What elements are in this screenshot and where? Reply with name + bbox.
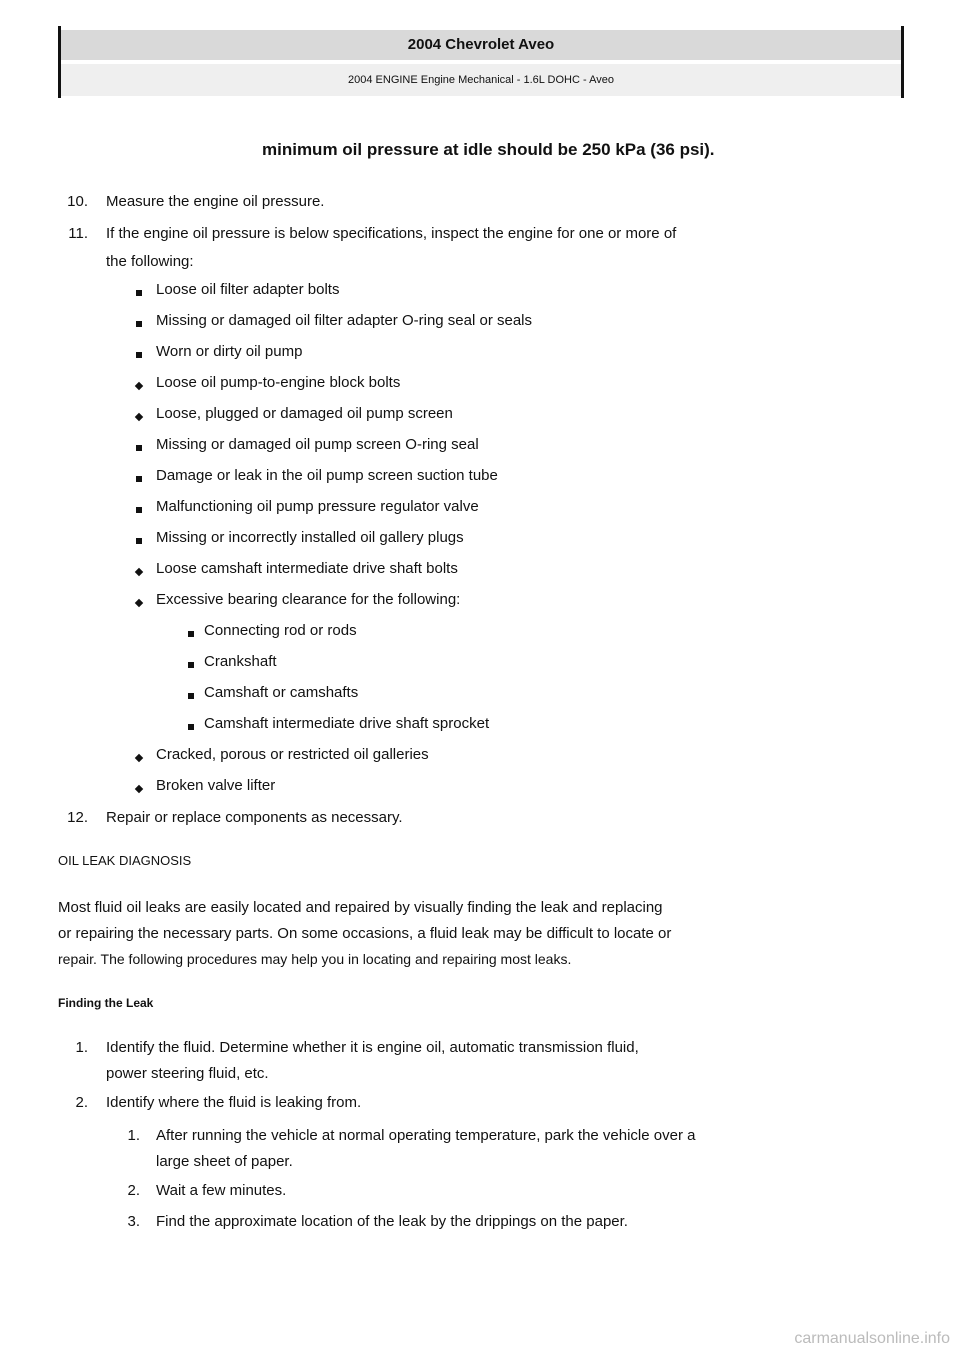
list-item: Worn or dirty oil pump	[156, 343, 303, 360]
list-item: Missing or incorrectly installed oil gallery plugs	[156, 529, 464, 546]
list-item: Loose oil pump-to-engine block bolts	[156, 374, 401, 391]
step-number: 1.	[127, 1127, 140, 1144]
header-subtitle: 2004 ENGINE Engine Mechanical - 1.6L DOHC - Aveo	[61, 64, 901, 96]
bullet-square-icon	[136, 321, 142, 327]
bullet-square-icon	[136, 352, 142, 358]
bullet-square-icon	[136, 507, 142, 513]
list-item: Excessive bearing clearance for the following:	[156, 591, 461, 608]
paragraph-line: or repairing the necessary parts. On some occasions, a fluid leak may be difficult to locate or	[58, 925, 672, 942]
bullet-diamond-icon	[135, 599, 143, 607]
step-text: Measure the engine oil pressure.	[106, 193, 325, 210]
page-header	[58, 26, 904, 98]
bullet-diamond-icon	[135, 413, 143, 421]
sub-list-item: Camshaft intermediate drive shaft sprocket	[204, 715, 490, 732]
list-item: Loose, plugged or damaged oil pump screen	[156, 405, 453, 422]
bullet-square-icon	[188, 693, 194, 699]
step-text: Repair or replace components as necessary.	[106, 809, 403, 826]
subheading: Finding the Leak	[58, 996, 154, 1010]
bullet-square-icon	[136, 538, 142, 544]
step-text-cont: the following:	[106, 253, 194, 270]
bullet-diamond-icon	[135, 568, 143, 576]
paragraph-line: repair. The following procedures may help you in locating and repairing most leaks.	[58, 951, 572, 967]
step-text: Identify the fluid. Determine whether it is engine oil, automatic transmission fluid,	[106, 1039, 639, 1056]
bullet-diamond-icon	[135, 754, 143, 762]
watermark: carmanualsonline.info	[794, 1330, 950, 1347]
section-heading: OIL LEAK DIAGNOSIS	[58, 853, 192, 868]
list-item: Damage or leak in the oil pump screen suction tube	[156, 467, 498, 484]
bullet-square-icon	[136, 476, 142, 482]
bullet-square-icon	[136, 445, 142, 451]
list-item: Cracked, porous or restricted oil galleries	[156, 746, 429, 763]
step-number: 11.	[68, 225, 88, 242]
list-item: Loose camshaft intermediate drive shaft bolts	[156, 560, 458, 577]
sub-list-item: Connecting rod or rods	[204, 622, 357, 639]
bullet-square-icon	[136, 290, 142, 296]
step-text: If the engine oil pressure is below specifications, inspect the engine for one or more of	[106, 225, 677, 242]
bullet-square-icon	[188, 724, 194, 730]
paragraph-line: Most fluid oil leaks are easily located and repaired by visually finding the leak and replacing	[58, 899, 663, 916]
step-number: 12.	[67, 809, 88, 826]
step-text: Wait a few minutes.	[156, 1182, 287, 1199]
step-number: 3.	[127, 1213, 140, 1230]
header-right-border	[901, 26, 904, 98]
step-number: 2.	[127, 1182, 140, 1199]
step-text: Identify where the fluid is leaking from.	[106, 1094, 362, 1111]
step-text-cont: large sheet of paper.	[156, 1153, 293, 1170]
list-item: Missing or damaged oil filter adapter O-ring seal or seals	[156, 312, 533, 329]
step-text: After running the vehicle at normal operating temperature, park the vehicle over a	[156, 1127, 696, 1144]
bullet-square-icon	[188, 662, 194, 668]
spec-line: minimum oil pressure at idle should be 250 kPa (36 psi).	[262, 140, 715, 159]
list-item: Broken valve lifter	[156, 777, 276, 794]
step-text: Find the approximate location of the leak by the drippings on the paper.	[156, 1213, 628, 1230]
step-number: 2.	[75, 1094, 88, 1111]
step-number: 10.	[67, 193, 88, 210]
step-text-cont: power steering fluid, etc.	[106, 1065, 269, 1082]
list-item: Missing or damaged oil pump screen O-ring seal	[156, 436, 479, 453]
list-item: Malfunctioning oil pump pressure regulator valve	[156, 498, 479, 515]
step-number: 1.	[75, 1039, 88, 1056]
bullet-diamond-icon	[135, 382, 143, 390]
list-item: Loose oil filter adapter bolts	[156, 281, 340, 298]
bullet-square-icon	[188, 631, 194, 637]
sub-list-item: Crankshaft	[204, 653, 277, 670]
sub-list-item: Camshaft or camshafts	[204, 684, 359, 701]
bullet-diamond-icon	[135, 785, 143, 793]
header-title: 2004 Chevrolet Aveo	[61, 30, 901, 60]
